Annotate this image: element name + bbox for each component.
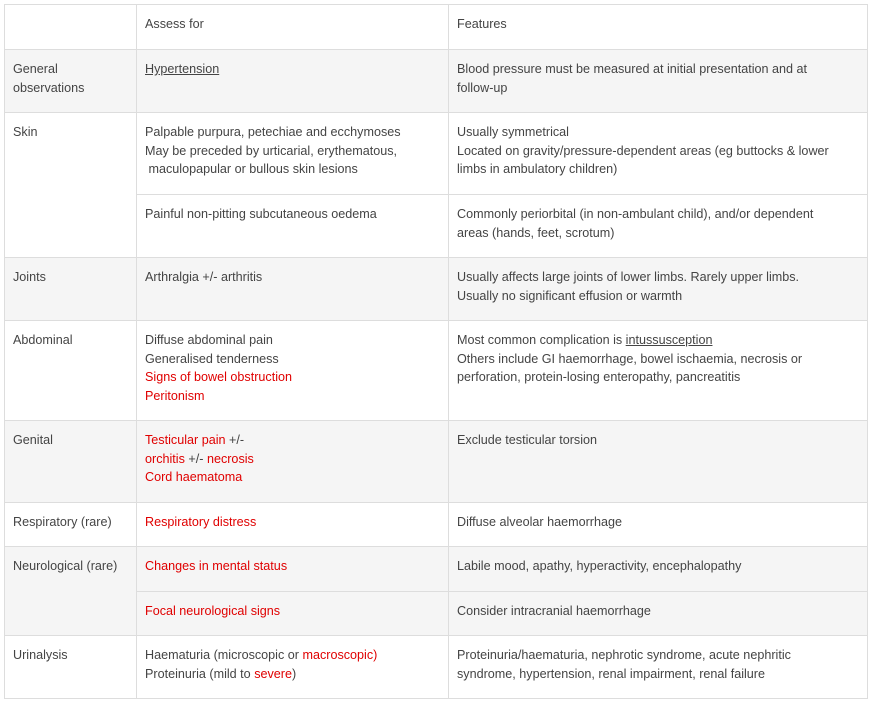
table-row [5,321,868,421]
features-cell: Blood pressure must be measured at initial presentation and at follow-up [449,50,868,113]
table-row [5,258,868,321]
table-header-row [5,5,868,50]
features-cell: Diffuse alveolar haemorrhage [449,503,868,547]
table-row [5,421,868,503]
table-row [5,636,868,699]
features-cell: Exclude testicular torsion [449,421,868,503]
intussusception-link[interactable]: intussusception [625,333,713,347]
category-cell: Neurological (rare) [5,547,137,636]
features-cell: Proteinuria/haematuria, nephrotic syndrome, acute nephritic syndrome, hypertension, renal impairment, renal failure [449,636,868,699]
category-cell: Urinalysis [5,636,137,699]
category-cell: Respiratory (rare) [5,503,137,547]
table-row [5,503,868,547]
features-cell: Usually symmetrical Located on gravity/pressure-dependent areas (eg buttocks & lower limbs in ambulatory children) [449,113,868,195]
category-cell: Joints [5,258,137,321]
features-cell: Labile mood, apathy, hyperactivity, encephalopathy [449,547,868,592]
features-cell: Usually affects large joints of lower limbs. Rarely upper limbs. Usually no significant effusion or warmth [449,258,868,321]
assess-cell: Palpable purpura, petechiae and ecchymoses May be preceded by urticarial, erythematous, maculopapular or bullous skin lesions [137,113,449,195]
features-cell: Commonly periorbital (in non-ambulant child), and/or dependent areas (hands, feet, scrotum) [449,195,868,258]
assessment-table [4,4,868,699]
assess-cell: Testicular pain +/- orchitis +/- necrosis Cord haematoma [137,421,449,503]
header-features: Features [449,5,868,50]
assess-cell: Changes in mental status [137,547,449,592]
table-row [5,113,868,195]
hypertension-link[interactable]: Hypertension [145,62,220,76]
header-category [5,5,137,50]
category-cell: Genital [5,421,137,503]
table-row [5,50,868,113]
assess-cell: Haematuria (microscopic or macroscopic) Proteinuria (mild to severe) [137,636,449,699]
header-assess-for: Assess for [137,5,449,50]
assess-cell: Respiratory distress [137,503,449,547]
category-cell: Abdominal [5,321,137,421]
assess-cell [137,50,449,113]
assess-cell: Diffuse abdominal pain Generalised tenderness Signs of bowel obstruction Peritonism [137,321,449,421]
category-cell: General observations [5,50,137,113]
features-cell: Most common complication is intussusception Others include GI haemorrhage, bowel ischaemia, necrosis or perforation, protein-losing enteropathy, pancreatitis [449,321,868,421]
features-cell: Consider intracranial haemorrhage [449,592,868,636]
category-cell: Skin [5,113,137,258]
assess-cell: Arthralgia +/- arthritis [137,258,449,321]
table-row [5,547,868,592]
assess-cell: Focal neurological signs [137,592,449,636]
assess-cell: Painful non-pitting subcutaneous oedema [137,195,449,258]
